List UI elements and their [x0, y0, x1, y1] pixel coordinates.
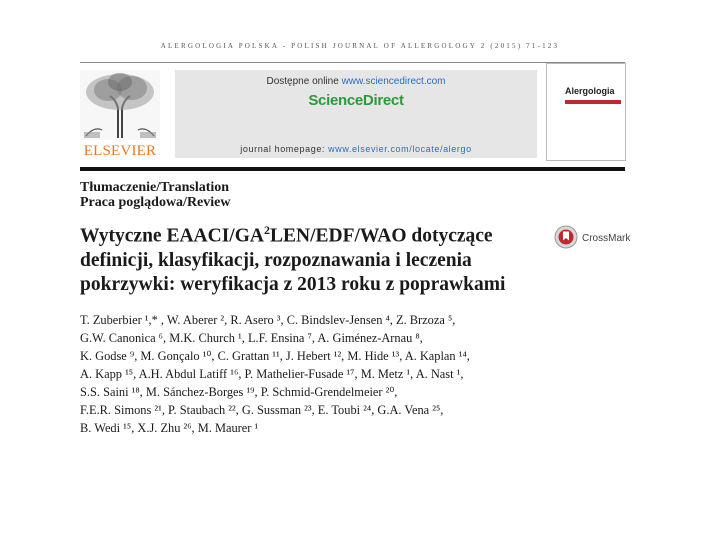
- author-line: A. Kapp ¹⁵, A.H. Abdul Latiff ¹⁶, P. Mathelier-Fusade ¹⁷, M. Metz ¹, A. Nast ¹,: [80, 367, 464, 381]
- elsevier-logo: [80, 70, 160, 160]
- cover-title: Alergologia: [565, 86, 615, 96]
- title-superscript: 2: [263, 223, 270, 237]
- title-part-1: Wytyczne EAACI/GA: [80, 225, 264, 247]
- online-availability: [175, 76, 537, 87]
- sciencedirect-logo[interactable]: ScienceDirect: [308, 92, 404, 109]
- author-line: F.E.R. Simons ²¹, P. Staubach ²², G. Sussman ²³, E. Toubi ²⁴, G.A. Vena ²⁵,: [80, 403, 444, 417]
- author-line: B. Wedi ¹⁵, X.J. Zhu ²⁶, M. Maurer ¹: [80, 421, 259, 435]
- author-line: G.W. Canonica ⁶, M.K. Church ¹, L.F. Ensina ⁷, A. Giménez-Arnau ⁸,: [80, 331, 423, 345]
- header-rule: [80, 62, 625, 63]
- header-thick-rule: [80, 167, 625, 171]
- title-part-2: LEN/EDF/WAO dotyczące definicji, klasyfikacji, rozpoznawania i leczenia pokrzywki: weryfikacja z 2013 roku z poprawkami: [80, 225, 506, 295]
- journal-homepage-link[interactable]: www.elsevier.com/locate/alergo: [328, 144, 472, 154]
- sciencedirect-banner: [175, 70, 537, 158]
- cover-red-bar: [565, 100, 621, 104]
- author-line: K. Godse ⁹, M. Gonçalo ¹⁰, C. Grattan ¹¹, J. Hebert ¹², M. Hide ¹³, A. Kaplan ¹⁴,: [80, 349, 470, 363]
- journal-homepage: [175, 144, 537, 154]
- author-list: [80, 311, 550, 437]
- author-line: S.S. Saini ¹⁸, M. Sánchez-Borges ¹⁹, P. Schmid-Grendelmeier ²⁰,: [80, 385, 398, 399]
- elsevier-tree-icon: [80, 70, 160, 140]
- author-line: T. Zuberbier ¹,* , W. Aberer ², R. Asero ³, C. Bindslev-Jensen ⁴, Z. Brzoza ⁵,: [80, 313, 456, 327]
- sciencedirect-link[interactable]: www.sciencedirect.com: [341, 76, 446, 87]
- crossmark-badge[interactable]: [554, 225, 634, 251]
- journal-citation-line: ALERGOLOGIA POLSKA - POLISH JOURNAL OF ALLERGOLOGY 2 (2015) 71-123: [160, 42, 560, 50]
- article-title: [80, 218, 540, 297]
- article-type-tag: Praca poglądowa/Review: [80, 195, 231, 210]
- crossmark-label: CrossMark: [582, 233, 631, 244]
- article-translation-tag: Tłumaczenie/Translation: [80, 180, 230, 195]
- online-prefix: Dostępne online: [266, 76, 342, 87]
- homepage-prefix: journal homepage:: [240, 144, 329, 154]
- crossmark-icon: [554, 225, 578, 249]
- elsevier-wordmark: ELSEVIER: [83, 143, 157, 159]
- journal-cover-thumbnail: [546, 63, 626, 161]
